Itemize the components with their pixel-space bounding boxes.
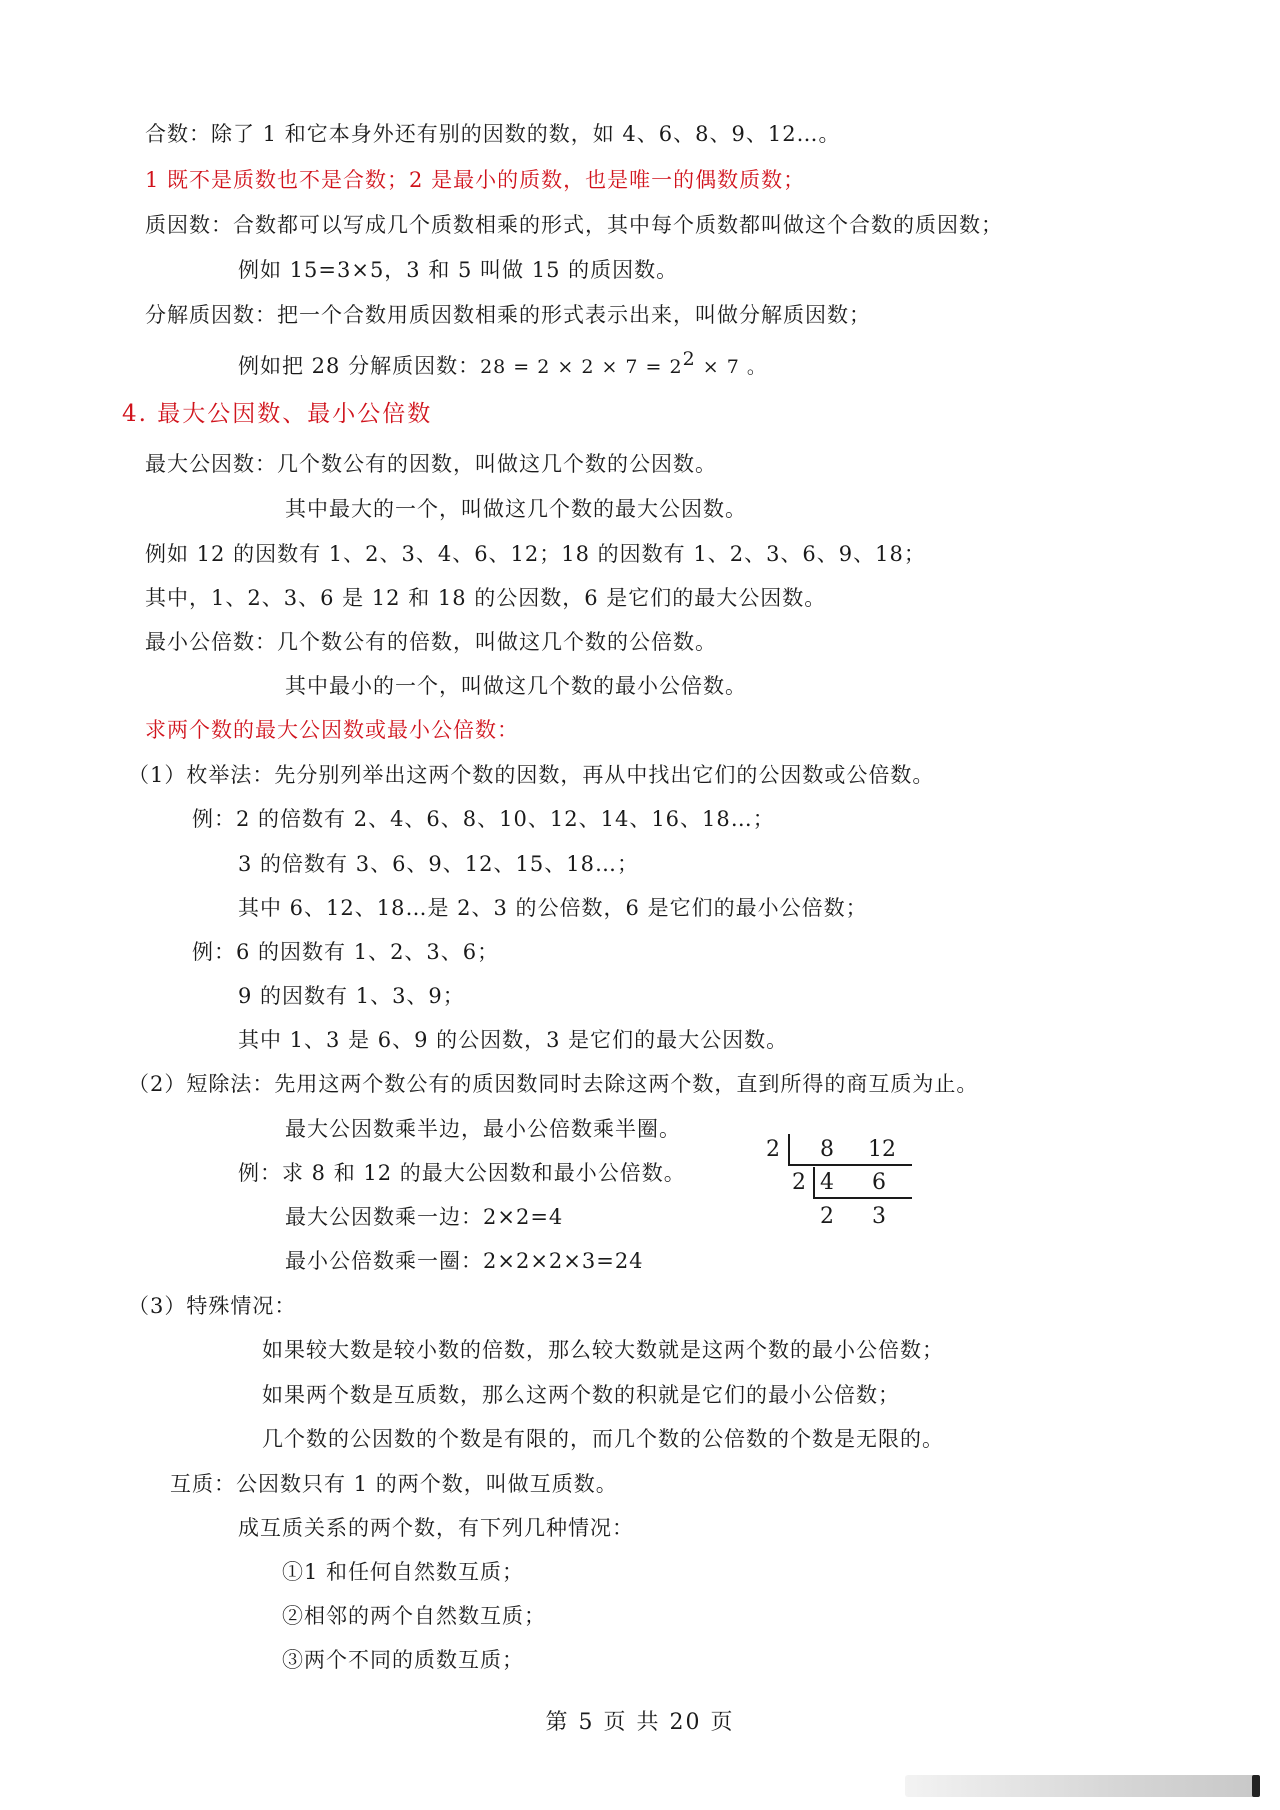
coprime-definition: 互质：公因数只有 1 的两个数，叫做互质数。 <box>170 1472 618 1496</box>
factorization-formula: 28 = 2 × 2 × 7 = 2 <box>480 356 683 378</box>
division-result-3: 3 <box>872 1204 886 1229</box>
factorization-exponent: 2 <box>682 348 696 370</box>
division-result-2: 2 <box>820 1204 834 1229</box>
enum-example-1b: 3 的倍数有 3、6、9、12、15、18…； <box>238 852 639 876</box>
prime-factor-example: 例如 15=3×5，3 和 5 叫做 15 的质因数。 <box>238 258 679 282</box>
gcd-example-cont: 其中，1、2、3、6 是 12 和 18 的公因数，6 是它们的最大公因数。 <box>145 586 827 610</box>
lcm-result: 最小公倍数乘一圈：2×2×2×3=24 <box>285 1249 644 1273</box>
enum-example-1c: 其中 6、12、18…是 2、3 的公倍数，6 是它们的最小公倍数； <box>238 896 868 920</box>
special-case-3: 几个数的公因数的个数是有限的，而几个数的公倍数的个数是无限的。 <box>262 1427 944 1451</box>
division-bar-vertical-1 <box>788 1134 790 1164</box>
coprime-case-1: ①1 和任何自然数互质； <box>282 1560 525 1584</box>
coprime-case-3: ③两个不同的质数互质； <box>282 1648 524 1672</box>
enum-example-1a: 例：2 的倍数有 2、4、6、8、10、12、14、16、18…； <box>192 807 775 831</box>
division-divisor-1: 2 <box>766 1137 780 1162</box>
division-bar-vertical-2 <box>813 1167 815 1197</box>
special-case-1: 如果较大数是较小数的倍数，那么较大数就是这两个数的最小公倍数； <box>262 1338 944 1362</box>
enum-example-2a: 例：6 的因数有 1、2、3、6； <box>192 940 500 964</box>
note-one-and-two: 1 既不是质数也不是合数；2 是最小的质数，也是唯一的偶数质数； <box>145 168 806 192</box>
factorization-definition: 分解质因数：把一个合数用质因数相乘的形式表示出来，叫做分解质因数； <box>145 303 871 327</box>
factorization-example-label: 例如把 28 分解质因数： <box>238 354 481 378</box>
coprime-case-2: ②相邻的两个自然数互质； <box>282 1604 546 1628</box>
enum-example-2b: 9 的因数有 1、3、9； <box>238 984 465 1008</box>
division-quotient-4: 4 <box>820 1170 834 1195</box>
gcd-definition: 最大公因数：几个数公有的因数，叫做这几个数的公因数。 <box>145 452 717 476</box>
horizontal-scrollbar[interactable] <box>905 1775 1260 1797</box>
composite-definition: 合数：除了 1 和它本身外还有别的因数的数，如 4、6、8、9、12…。 <box>145 122 841 146</box>
division-divisor-2: 2 <box>792 1170 806 1195</box>
lcm-definition-cont: 其中最小的一个，叫做这几个数的最小公倍数。 <box>285 674 747 698</box>
short-division-rhyme: 最大公因数乘半边，最小公倍数乘半圈。 <box>285 1117 681 1141</box>
method-subheading: 求两个数的最大公因数或最小公倍数： <box>145 718 519 742</box>
gcd-definition-cont: 其中最大的一个，叫做这几个数的最大公因数。 <box>285 497 747 521</box>
division-quotient-6: 6 <box>872 1170 886 1195</box>
division-dividend-12: 12 <box>868 1137 896 1162</box>
enum-example-2c: 其中 1、3 是 6、9 的公因数，3 是它们的最大公因数。 <box>238 1028 789 1052</box>
scrollbar-thumb[interactable] <box>1252 1775 1260 1797</box>
gcd-result: 最大公因数乘一边：2×2=4 <box>285 1205 564 1229</box>
division-bar-horizontal-2 <box>813 1197 912 1199</box>
short-division-method: （2）短除法：先用这两个数公有的质因数同时去除这两个数，直到所得的商互质为止。 <box>128 1072 979 1096</box>
page-footer: 第 5 页 共 20 页 <box>545 1710 735 1735</box>
coprime-cases-intro: 成互质关系的两个数，有下列几种情况： <box>238 1516 634 1540</box>
factorization-formula-end: × 7 。 <box>695 356 767 378</box>
gcd-example: 例如 12 的因数有 1、2、3、4、6、12；18 的因数有 1、2、3、6、9、18； <box>145 542 926 566</box>
special-cases-heading: （3）特殊情况： <box>128 1294 297 1318</box>
lcm-definition: 最小公倍数：几个数公有的倍数，叫做这几个数的公倍数。 <box>145 630 717 654</box>
enumeration-method: （1）枚举法：先分别列举出这两个数的因数，再从中找出它们的公因数或公倍数。 <box>128 763 935 787</box>
factorization-example <box>238 348 767 381</box>
short-division-example: 例：求 8 和 12 的最大公因数和最小公倍数。 <box>238 1161 686 1185</box>
division-dividend-8: 8 <box>820 1137 834 1162</box>
section-heading-4: 4. 最大公因数、最小公倍数 <box>122 401 433 427</box>
short-division-diagram <box>750 1130 950 1240</box>
prime-factor-definition: 质因数：合数都可以写成几个质数相乘的形式，其中每个质数都叫做这个合数的质因数； <box>145 213 1003 237</box>
division-bar-horizontal-1 <box>788 1164 912 1166</box>
special-case-2: 如果两个数是互质数，那么这两个数的积就是它们的最小公倍数； <box>262 1383 900 1407</box>
